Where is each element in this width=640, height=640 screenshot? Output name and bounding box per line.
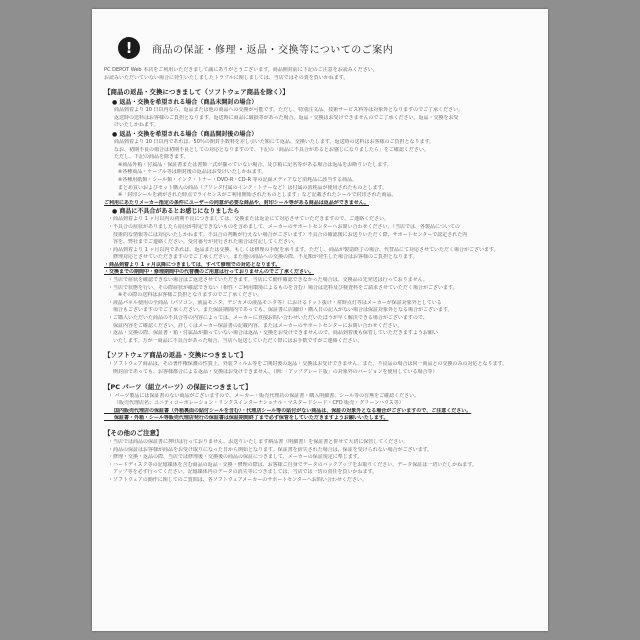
- notice-line: ・商品到着より 1 ヶ月以内の初期不良につきましては、交換または返金にて対応させていただきますので、ご連絡ください。: [108, 216, 390, 223]
- notice-line: ・不具合の症状がありましたら原因が特定できないものを含めまして、メーカーのサポートセンターへお問い合わせください。（当店では、各製品についての: [108, 223, 460, 230]
- notice-line: ・修理・交換・返品の際、当店では修理後・交換後の商品の保証につきまして、メーカーの保証規定に準じます。: [108, 454, 363, 461]
- notice-line: いたします。万が一商品に不具合があった場合、当店へ返送していただく際にはお手数ですがご連絡ください。: [108, 337, 363, 344]
- notice-line: ご利用にあたりメーカー指定の条件にユーザーの同意が必要な商品や、封印シール等がある商品は返品ができません。: [104, 199, 370, 206]
- notice-line: ・商品到着より 1 ヶ月以降につきましては、すべて修理での対応となります。: [104, 261, 281, 268]
- subsection-heading: ● 商品に不具合があるとお感じになりましたら: [112, 208, 240, 216]
- notice-line: 返送時の送料はお客様のご負担となります。返送時に商品に破損等があった場合、返品・交換はお受けできませんのでご了承ください。返品・交換をお受: [114, 114, 459, 121]
- notice-line: 場合もございますのでご了承ください。また保証期間内であっても、保証書に店舗印・購入日の記入がない場合は保証対象外となる場合がございます。: [108, 307, 453, 314]
- notice-line: まとめ買いおよびセット購入の商品（プリンタ付属のインク・トナーなど）は付属の消耗品が使用されたものとします。: [118, 184, 388, 191]
- notice-line: ・ハードディスク等の記憶媒体を含む商品の返品・交換・修理の際は、お客様ご自身でデータのバックアップをお取りください。データ保証は一切いたしかねます。: [108, 461, 477, 468]
- notice-line: 国内販売代理店の保証書（外箱裏面の貼付シールを含む）・代理店シール等の貼付がない商品は、保証の対象外となる場合がございますので、ご注意ください。: [104, 407, 472, 414]
- notice-line: 保証書・外箱・シール等販売代理店発行の保証書は保証期間終了まで必ず保管をしていただきますようお願いいたします。: [104, 415, 389, 422]
- notice-line: ※商品外箱・付属品・保証書または書類一式が揃っていない場合、及び箱に記名等がある場合は返品をお断りいたします。: [118, 161, 392, 168]
- notice-header: [118, 37, 393, 59]
- notice-line: ・商品の保証はお客様が商品をお受け取りになった日から開始となります。保証書を紛失された場合は、保証を受けられない場合がございます。: [108, 446, 433, 453]
- subsection-heading: ● 返品・交換を希望される場合（商品未開封の場合）: [112, 99, 258, 107]
- notice-line: ※各種商品・ケーブル等は開封後の返品はお受けいたしかねます。: [118, 169, 267, 176]
- notice-line: 修理対応とさせていただきますのでご了承ください。また他の商品への交換の際、不足額が発生した場合はお客様のご負担となります。: [108, 254, 418, 261]
- document-page: [92, 9, 548, 631]
- section-heading: 【ソフトウェア商品の返品・交換につきまして】: [104, 351, 247, 360]
- notice-line: ※その際の送料はお客様ご負担となりますのでご了承ください。: [118, 292, 263, 299]
- intro-line: PC DEPOT Web 本店をご利用いただきまして誠にありがとうございます。商品開封前に下記のご注意をお読みください。: [104, 67, 378, 73]
- notice-line: ・交換までの期間中・修理期間中の代替機のご用意は行っておりませんのでご了承ください。: [104, 269, 315, 276]
- notice-line: ・当店では商品の保証書に押印は行っておりません。お送りいたします納品書（明細書）を保証書と併せて大切に保管してください。: [108, 438, 409, 445]
- notice-line: （販売代理店名：ユニティコーポレーション・リンクスインターナショナル・マスタードシード・CFD 販売・グリーンハウス等）: [114, 400, 404, 407]
- page-title: 商品の保証・修理・返品・交換等についてのご案内: [152, 44, 394, 56]
- notice-line: ・ご購入いただいた商品の不具合等の内容によっては、メーカーに直接お問い合わせいただいたほうが早く解決できる場合がございますので、: [108, 315, 428, 322]
- exclamation-icon: !: [118, 37, 140, 59]
- notice-line: 技術的な情報等には対応いたしかねます。不具合の判断が行えない場合がございます）不具合の確認後にお送りいただく際、サポートセンターで認定された内: [108, 231, 468, 238]
- notice-line: ※各種用紙類・シール類・インク・トナー・DVD-R・CD-R 等の記録メディアなど消耗品に該当する商品。: [118, 176, 358, 183]
- notice-line: なお、初期不良の場合は初期不良としての対応となりますので、下記の「商品に不具合があるとお感じになりましたら」をご確認ください。: [114, 146, 429, 153]
- notice-line: ・商品到着より 1 ヶ月以内であれば、返品または交換、もしくは修理の手配を承ります。ただし、商品が製造終了の場合、代替品にて対応させていただく場合がございます。: [108, 246, 499, 253]
- section-heading: 【商品の返品・交換につきまして（ソフトウェア商品を除く）】: [104, 88, 289, 97]
- notice-line: ※「封印シールを剥がされた時点でライセンスがご利用開始されたものとします」など記載されたシールで封印された商品。: [118, 192, 397, 199]
- notice-line: ただし、下記の商品を除きます。: [114, 154, 189, 161]
- notice-line: 商品到着より 10 日以内なら、返品または他の商品への交換が可能です。ただし、特別注文品、技術サービス料等は対象外となりますのでご了承ください。: [114, 107, 464, 114]
- notice-line: 容を、弊社までご連絡ください。受付番号が発行された場合は付記してください。: [108, 239, 299, 246]
- notice-line: 商品到着より 10 日以内であれば、50％の開封手数料を差し引いた額にて返品、交換いたします。返送時の送料はお客様のご負担となります。: [114, 138, 435, 145]
- notice-line: ・液晶パネル使用の全商品（パソコン、液晶モニタ、デジカメの液晶モニタ等）におけるドット抜け・常時点灯等はメーカーが保証対象外としている: [108, 299, 442, 306]
- notice-line: 開封前であっても、お客様都合による返品・交換はお受けできません。（例：「アップグレード版」の対象外のバージョンを使用している場合等）: [108, 369, 438, 375]
- notice-line: ・当店で状態を行い、その際症状が確認できない（相性・ご利用環境によるものを含む）場合は送料及び検査料をご請求させていただく場合がございます。: [108, 284, 458, 291]
- subsection-heading: ● 返品・交換を希望される場合（商品開封後の場合）: [112, 130, 258, 138]
- intro-line: お読みいただいていない場合に発生いたしましたトラブルに関しましては、当店ではその責を負いかねます。: [104, 74, 349, 81]
- notice-line: ・返品・交換の際、保証書・箱・付属品が揃っていない場合は返品・交換をお受けできませんので、商品到着後も保管していただきますようお願い: [108, 330, 438, 337]
- notice-line: 保証内容をご確認ください。詳しくはメーカー保証書の記載内容、またはメーカーのサポートセンターにお問い合わせください。: [108, 322, 403, 329]
- notice-line: ・ソフトウェア商品は、その著作権保護の性質上、外装フィルム等をご開封後の返品・交換はお受けできません。また、不良品の場合は同一商品との交換のみの対応となります。: [108, 361, 508, 368]
- notice-line: ・ パーツ製品には保証書のない商品がございますので、メーカー・販売代理店の保証書・購入明細書、シール等の有無をご確認ください。: [108, 392, 420, 399]
- section-heading: 【PC パーツ（組立パーツ）の保証につきまして】: [104, 382, 252, 391]
- notice-line: アップ等を必ず行ってください。記憶媒体内のデータの消失等につきましては、当店では一切の責任を負いかねます。: [108, 469, 378, 476]
- section-heading: 【その他のご注意】: [104, 428, 163, 437]
- notice-line: ・ソフトウェアの動作に関してのご質問は、各ソフトウェアメーカーのサポートセンターへお問い合わせください。: [108, 476, 367, 483]
- notice-line: けいたしかねます。: [114, 122, 159, 129]
- notice-line: ・当店で症状を確認できない場合はご返送させていただきます。当店にて動作確認できなかった場合は、交換品の先発送は行っておりません。: [108, 277, 428, 284]
- document-body: [104, 67, 538, 489]
